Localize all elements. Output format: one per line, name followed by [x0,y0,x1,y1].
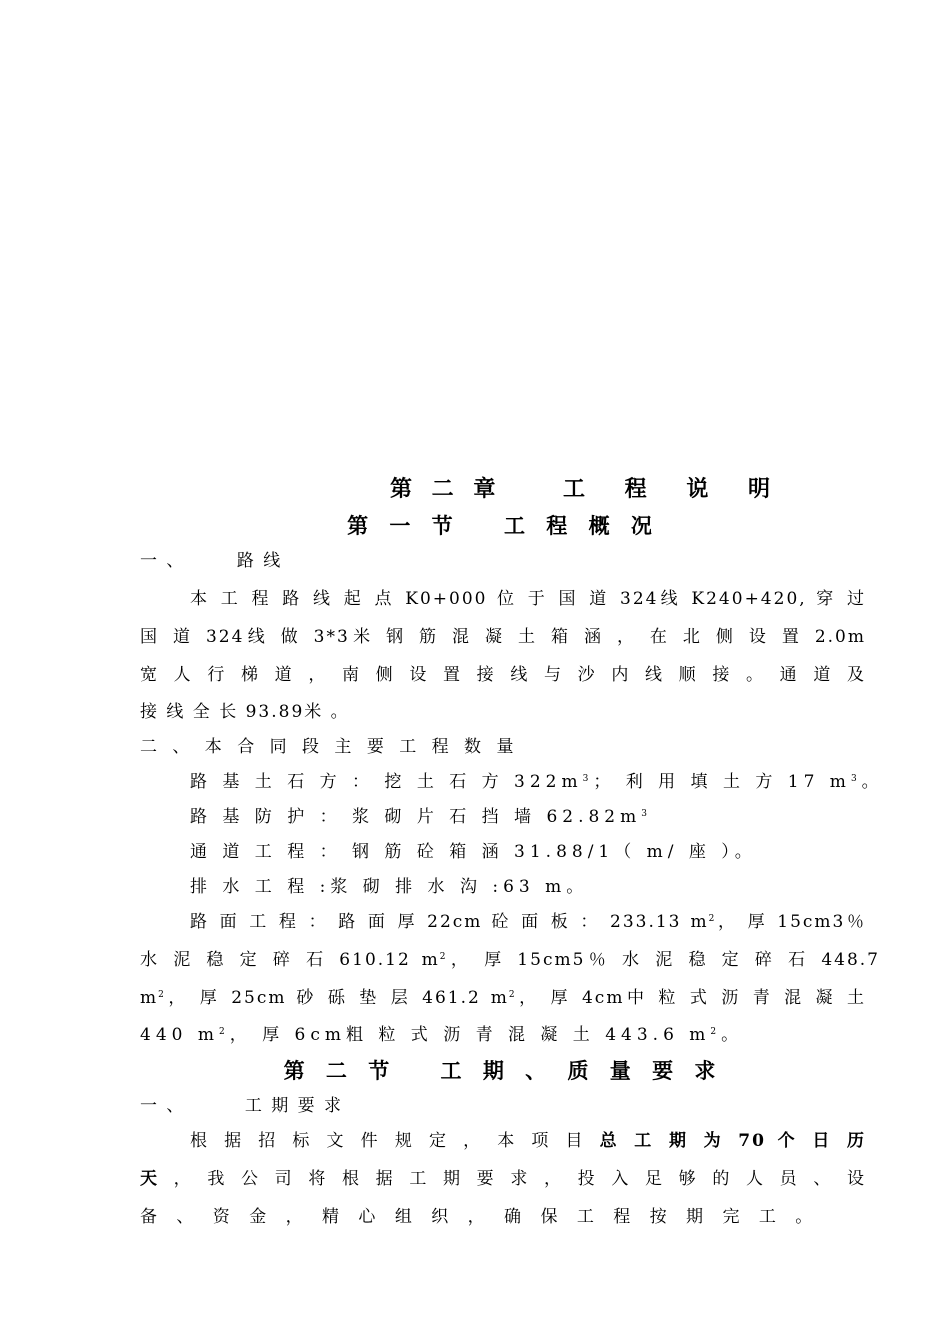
quantity-pavement-line-4: 440 $m^2$， 厚 6cm粗 粒 式 沥 青 混 凝 土 443.6 $m^2$。 [140,1025,744,1045]
quantity-drainage: 排 水 工 程 :浆 砌 排 水 沟 :63 m。 [190,877,589,897]
item-quantities-heading: 二 、 本 合 同 段 主 要 工 程 数 量 [140,737,519,757]
section1-title: 工 程 概 况 [504,513,659,538]
quantity-pavement-line-3: $m^2$， 厚 25cm 砂 砾 垫 层 461.2 $m^2$， 厚 4cm中 粒 式 沥 青 混 凝 土 [140,988,866,1008]
chapter-prefix: 第 二 章 [390,476,502,502]
quantity-pavement-line-1: 路 面 工 程 ： 路 面 厚 22cm 砼 面 板 ： 233.13 $m^2$， 厚 15cm3％ [190,912,866,932]
route-text-line-1: 本 工 程 路 线 起 点 K0+000 位 于 国 道 324线 K240+420, 穿 过 [190,589,866,609]
chapter-title [390,472,786,506]
section2-title: 工 期 、 质 量 要 求 [440,1058,723,1083]
item-route-heading [140,546,866,576]
quantity-earthwork: 路 基 土 石 方 ： 挖 土 石 方 $322m^3$； 利 用 填 土 方 17 $m^3$。 [190,772,884,792]
section2-prefix: 第 二 节 [283,1058,397,1083]
chapter-name: 工 程 说 明 [563,476,786,502]
section2-heading [140,1055,866,1087]
schedule-text-line-1: 根 据 招 标 文 件 规 定 ， 本 项 目 总 工 期 为 70 个 日 历 [190,1131,866,1151]
quantity-pavement-line-2: 水 泥 稳 定 碎 石 610.12 $m^2$， 厚 15cm5％ 水 泥 稳 定 碎 石 448.7 [140,950,881,970]
route-text-line-4: 接 线 全 长 93.89米 。 [140,702,350,722]
item-schedule-label: 一 、 [140,1096,186,1116]
schedule-text-line-3: 备 、 资 金 ， 精 心 组 织 ， 确 保 工 程 按 期 完 工 。 [140,1207,820,1227]
item-route-label: 一 、 [140,551,186,571]
item-schedule-heading [140,1091,866,1121]
route-text-line-2: 国 道 324线 做 3*3米 钢 筋 混 凝 土 箱 涵 ， 在 北 侧 设 置 2.0m [140,627,866,647]
item-route-title: 路 线 [236,551,283,571]
quantity-protection: 路 基 防 护 ： 浆 砌 片 石 挡 墙 $62.82m^3$ [190,807,652,827]
route-text-line-3: 宽 人 行 梯 道 ， 南 侧 设 置 接 线 与 沙 内 线 顺 接 。 通 道 及 [140,665,866,685]
schedule-text-line-2: 天 ， 我 公 司 将 根 据 工 期 要 求 ， 投 入 足 够 的 人 员 、 设 [140,1169,867,1189]
quantity-culvert: 通 道 工 程 ： 钢 筋 砼 箱 涵 31.88/1（ m/ 座 ）。 [190,842,757,862]
section1-prefix: 第 一 节 [347,513,460,538]
item-schedule-title: 工 期 要 求 [244,1096,344,1116]
section1-heading [140,510,866,542]
